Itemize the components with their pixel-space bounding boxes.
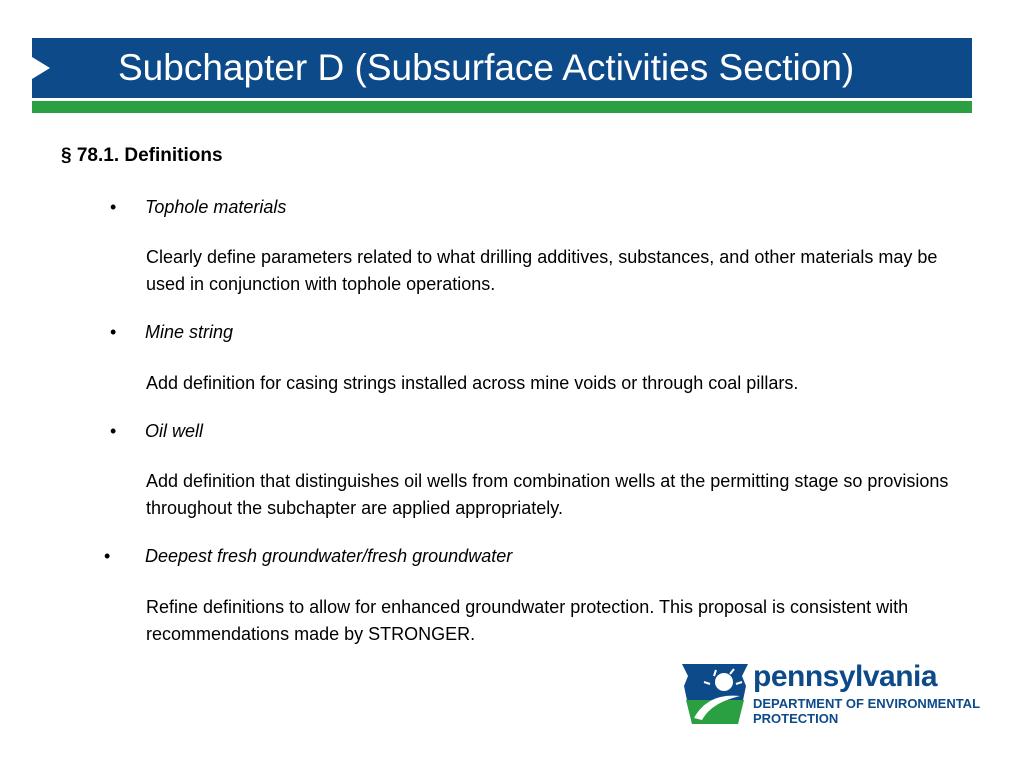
bullet-item-term <box>110 322 233 343</box>
bullet-icon: • <box>110 322 117 342</box>
term-label: Tophole materials <box>145 197 287 217</box>
term-description: Refine definitions to allow for enhanced groundwater protection. This proposal is consistent with recommendations made by STRONGER. <box>146 597 909 644</box>
term-description: Clearly define parameters related to what drilling additives, substances, and other materials may be used in conjunction with tophole operations. <box>146 247 938 294</box>
pa-dep-logo <box>680 660 980 728</box>
bullet-item-term <box>110 197 286 218</box>
title-bar <box>32 38 972 98</box>
bullet-icon: • <box>110 421 117 441</box>
logo-wordmark: pennsylvania <box>753 660 938 693</box>
bullet-icon: • <box>110 197 117 217</box>
logo-subtitle: DEPARTMENT OF ENVIRONMENTAL PROTECTION <box>753 696 980 726</box>
section-heading: § 78.1. Definitions <box>61 145 223 166</box>
accent-divider <box>32 101 972 113</box>
term-label: Deepest fresh groundwater/fresh groundwater <box>145 546 513 566</box>
term-description: Add definition that distinguishes oil wells from combination wells at the permitting stage so provisions throughout the subchapter are applied appropriately. <box>146 471 949 518</box>
bullet-icon: • <box>104 546 111 566</box>
keystone-icon <box>680 660 750 728</box>
bullet-item-term <box>110 421 203 442</box>
slide-title: Subchapter D (Subsurface Activities Section) <box>118 47 855 88</box>
term-label: Oil well <box>145 421 204 441</box>
term-label: Mine string <box>145 322 234 342</box>
term-description: Add definition for casing strings installed across mine voids or through coal pillars. <box>146 373 799 393</box>
bullet-item-term <box>104 546 512 567</box>
arrow-icon <box>32 57 50 79</box>
